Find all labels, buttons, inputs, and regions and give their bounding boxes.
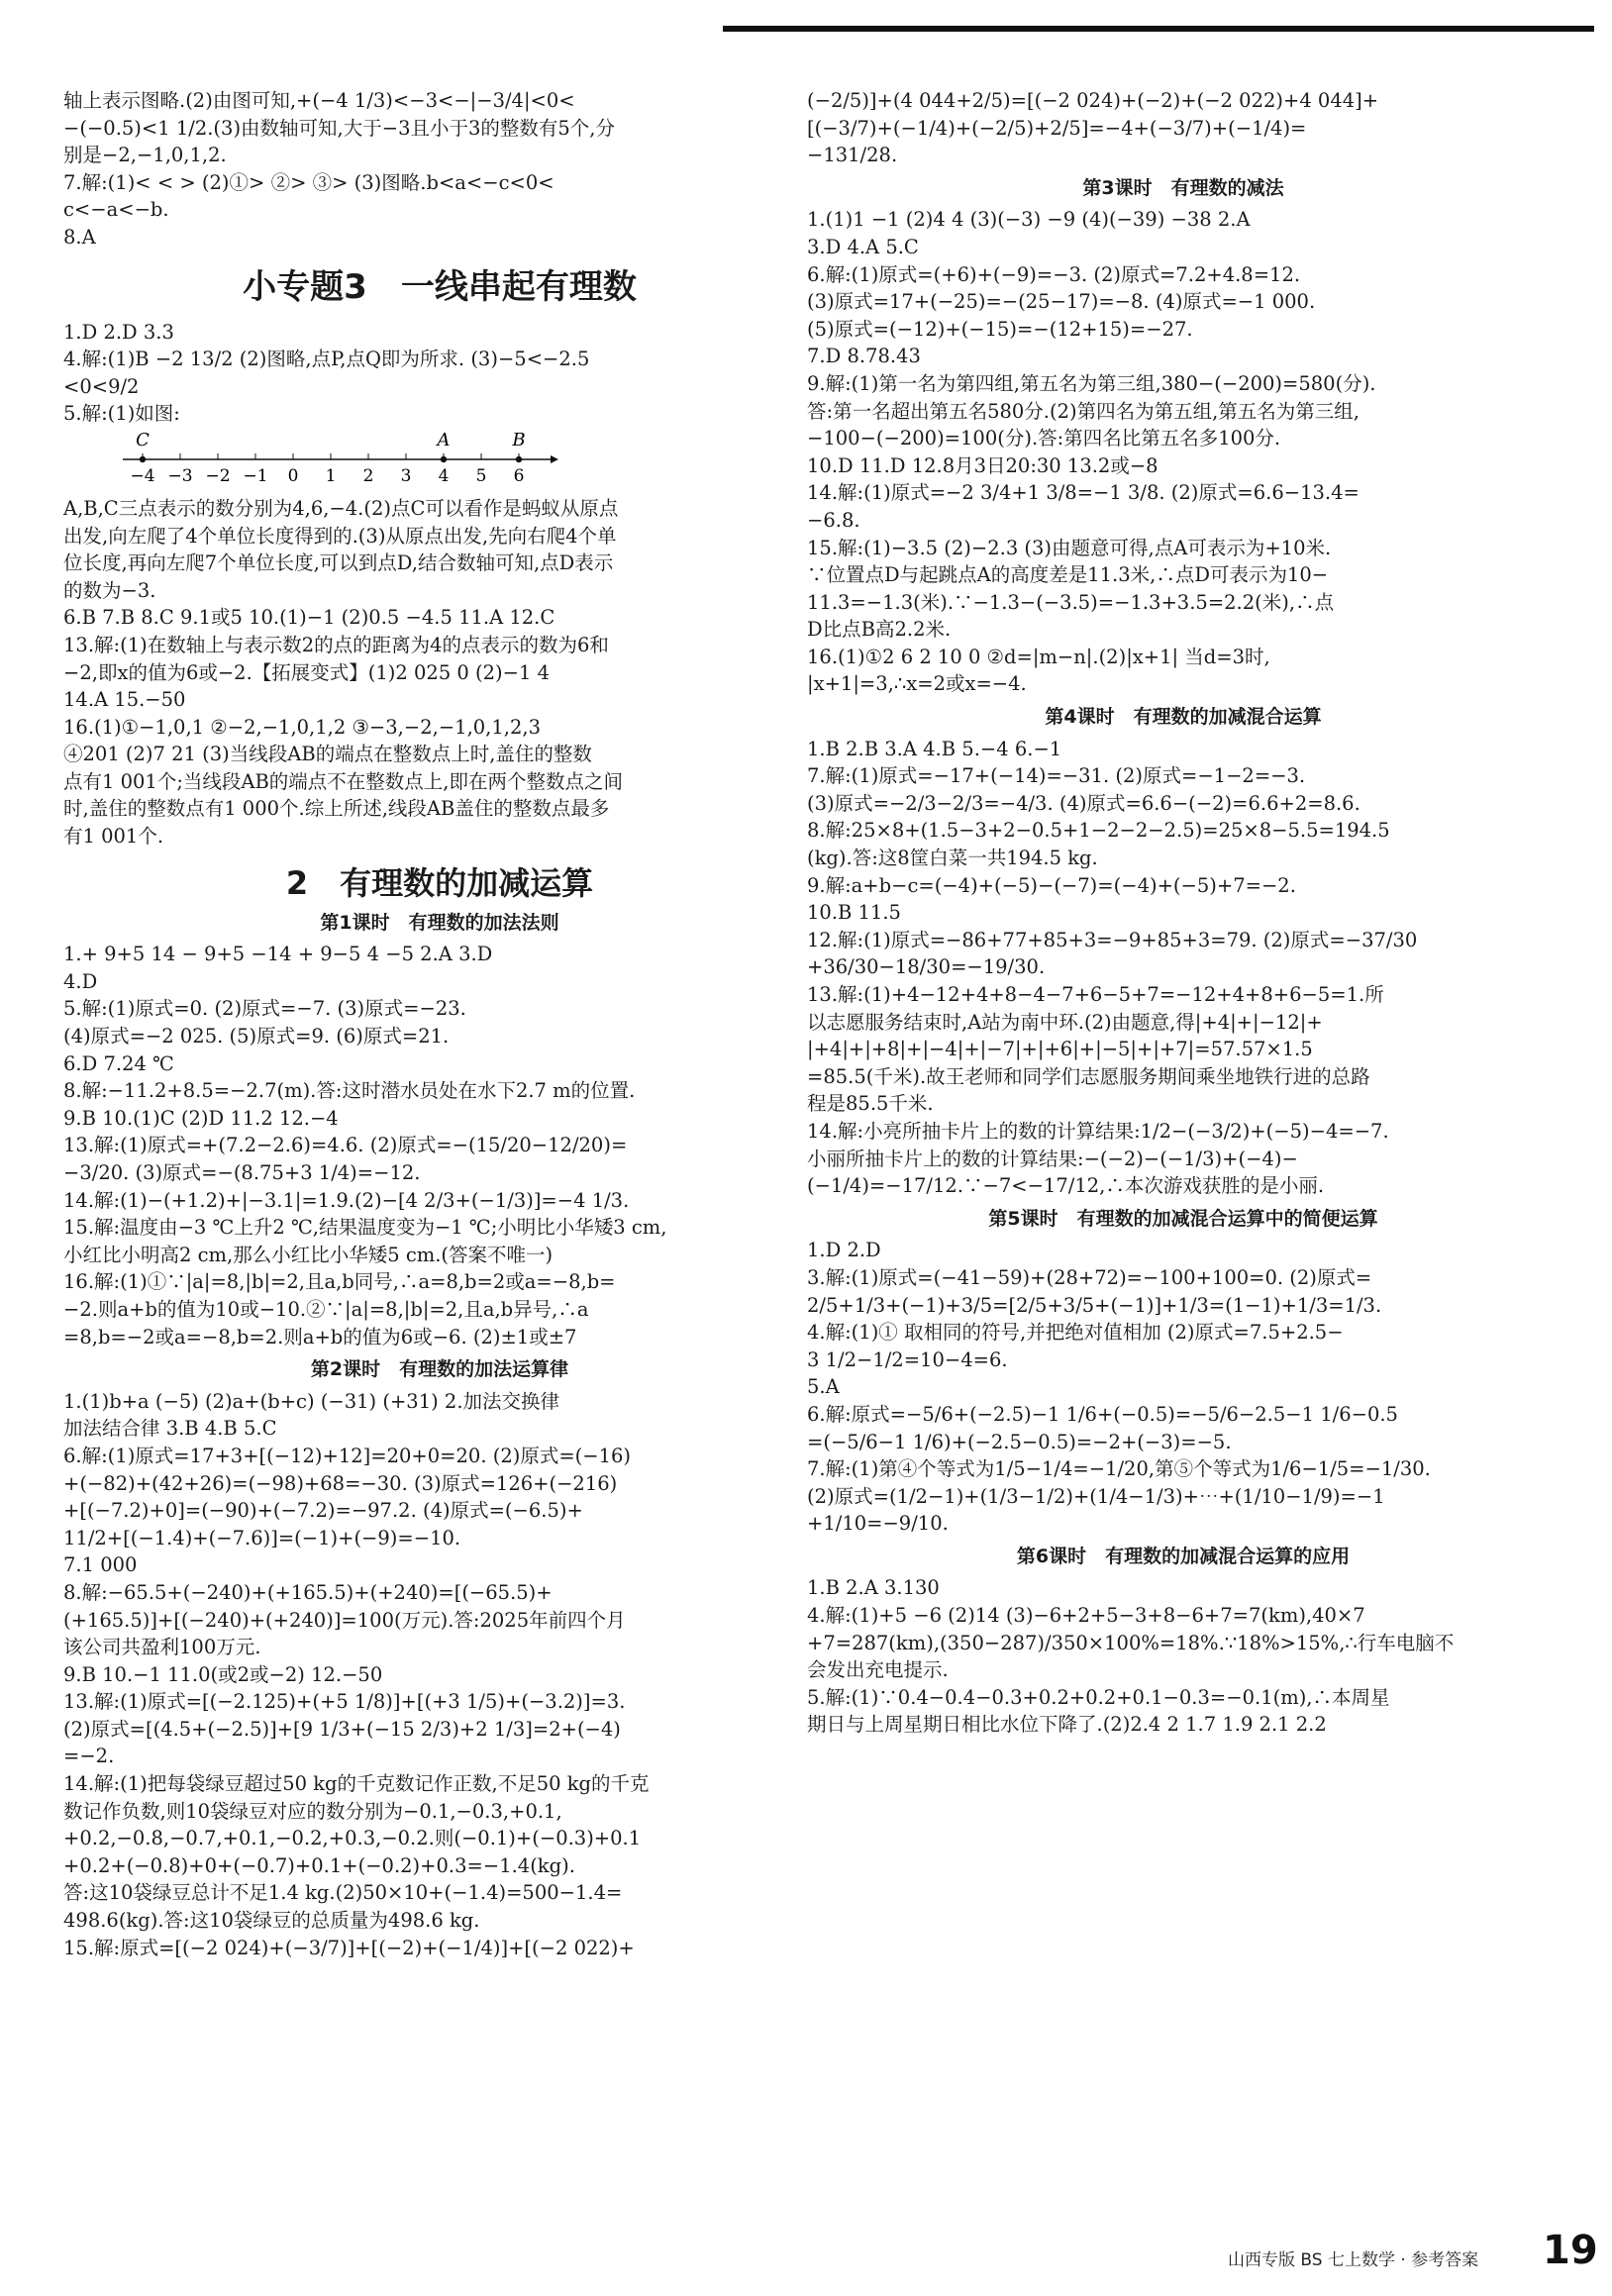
text-line: 1.B 2.A 3.130 [807,1576,940,1600]
text-line: 6.解:(1)原式=(+6)+(−9)=−3. (2)原式=7.2+4.8=12. [807,262,1301,286]
text-line: +36/30−18/30=−19/30. [807,955,1046,979]
text-line: 以志愿服务结束时,A站为南中环.(2)由题意,得|+4|+|−12|+ [807,1010,1323,1034]
tick-label: 6 [513,465,525,486]
lesson-title: 第3课时 有理数的减法 [1082,176,1284,199]
text-line: 498.6(kg).答:这10袋绿豆的总质量为498.6 kg. [63,1909,480,1933]
text-line: 16.解:(1)①∵|a|=8,|b|=2,且a,b同号,∴a=8,b=2或a=−8,b= [63,1270,616,1294]
text-line: +[(−7.2)+0]=(−90)+(−7.2)=−97.2. (4)原式=(−6.5)+ [63,1499,583,1523]
text-line: 7.1 000 [63,1553,138,1577]
text-line: =−2. [63,1745,115,1768]
text-line: 4.解:(1)① 取相同的符号,并把绝对值相加 (2)原式=7.5+2.5− [807,1321,1344,1345]
text-line: 9.B 10.(1)C (2)D 11.2 12.−4 [63,1106,339,1130]
text-line: 9.解:a+b−c=(−4)+(−5)−(−7)=(−4)+(−5)+7=−2. [807,873,1296,897]
text-line: 5.解:(1)如图: [63,402,180,426]
text-line: 8.解:25×8+(1.5−3+2−0.5+1−2−2−2.5)=25×8−5.5=194.5 [807,819,1390,843]
tick-label: −3 [167,465,193,486]
text-line: 15.解:温度由−3 ℃上升2 ℃,结果温度变为−1 ℃;小明比小华矮3 cm, [63,1216,667,1240]
text-line: 8.解:−65.5+(−240)+(+165.5)+(+240)=[(−65.5)+ [63,1580,553,1604]
chapter-title: 2 有理数的加减运算 [285,863,594,902]
text-line: 14.解:小亮所抽卡片上的数的计算结果:1/2−(−3/2)+(−5)−4=−7. [807,1119,1389,1143]
text-line: 15.解:(1)−3.5 (2)−2.3 (3)由题意可得,点A可表示为+10米. [807,536,1332,559]
text-line: =85.5(千米).故王老师和同学们志愿服务期间乘坐地铁行进的总路 [807,1064,1370,1088]
point-c-dot [140,456,146,462]
text-line: 加法结合律 3.B 4.B 5.C [63,1417,277,1441]
text-line: 时,盖住的整数点有1 000个.综上所述,线段AB盖住的整数点最多 [63,797,610,821]
lesson-title: 第2课时 有理数的加法运算律 [310,1358,569,1381]
text-line: =8,b=−2或a=−8,b=2.则a+b的值为6或−6. (2)±1或±7 [63,1325,577,1348]
text-line: 点有1 001个;当线段AB的端点不在整数点上,即在两个整数点之间 [63,769,624,793]
text-line: −100−(−200)=100(分).答:第四名比第五名多100分. [807,427,1281,450]
text-line: 8.A [63,225,96,249]
text-line: (−1/4)=−17/12.∵−7<−17/12,∴本次游戏获胜的是小丽. [807,1174,1325,1198]
text-line: +0.2+(−0.8)+0+(−0.7)+0.1+(−0.2)+0.3=−1.4(kg). [63,1853,575,1877]
text-line: −2,即x的值为6或−2.【拓展变式】(1)2 025 0 (2)−1 4 [63,660,551,684]
point-c-label: C [136,429,150,450]
tick-label: −1 [243,465,268,486]
text-line: 4.D [63,969,98,993]
text-line: 6.解:(1)原式=17+3+[(−12)+12]=20+0=20. (2)原式=(−16) [63,1444,632,1467]
text-line: 14.解:(1)把每袋绿豆超过50 kg的千克数记作正数,不足50 kg的千克 [63,1772,650,1796]
text-line: +7=287(km),(350−287)/350×100%=18%.∵18%>15%,∴行车电脑不 [807,1631,1455,1654]
left-column [63,87,816,1961]
text-line: 13.解:(1)原式=[(−2.125)+(+5 1/8)]+[(+3 1/5)+(−3.2)]=3. [63,1690,626,1714]
text-line: 16.(1)①−1,0,1 ②−2,−1,0,1,2 ③−3,−2,−1,0,1,2,3 [63,715,541,739]
text-line: −6.8. [807,508,860,532]
text-line: 13.解:(1)原式=+(7.2−2.6)=4.6. (2)原式=−(15/20−12/20)= [63,1134,628,1157]
text-line: 16.(1)①2 6 2 10 0 ②d=|m−n|.(2)|x+1| 当d=3时, [807,645,1270,668]
text-line: 答:这10袋绿豆总计不足1.4 kg.(2)50×10+(−1.4)=500−1.4= [63,1881,623,1905]
text-line: 6.D 7.24 ℃ [63,1051,174,1075]
lesson-title: 第5课时 有理数的加减混合运算中的简便运算 [988,1207,1378,1230]
text-line: A,B,C三点表示的数分别为4,6,−4.(2)点C可以看作是蚂蚁从原点 [63,496,619,520]
text-line: 1.(1)b+a (−5) (2)a+(b+c) (−31) (+31) 2.加法交换律 [63,1389,560,1413]
text-line: 14.A 15.−50 [63,688,186,712]
text-line: 5.解:(1)∵0.4−0.4−0.3+0.2+0.2+0.1−0.3=−0.1(m),∴本周星 [807,1685,1390,1709]
text-line: 1.D 2.D [807,1239,881,1262]
point-b-dot [516,456,522,462]
text-line: 13.解:(1)+4−12+4+8−4−7+6−5+7=−12+4+8+6−5=1.所 [807,983,1384,1006]
text-line: 7.解:(1)第④个等式为1/5−1/4=−1/20,第⑤个等式为1/6−1/5=−1/30. [807,1457,1431,1481]
text-line: 2/5+1/3+(−1)+3/5=[2/5+3/5+(−1)]+1/3=(1−1)+1/3=1/3. [807,1293,1382,1317]
text-line: D比点B高2.2米. [807,618,952,642]
text-line: (5)原式=(−12)+(−15)=−(12+15)=−27. [807,317,1193,341]
text-line: 4.解:(1)B −2 13/2 (2)图略,点P,点Q即为所求. (3)−5<−2.5 [63,348,590,371]
point-a-label: A [437,429,451,450]
text-line: +0.2,−0.8,−0.7,+0.1,−0.2,+0.3,−0.2.则(−0.1)+(−0.3)+0.1 [63,1827,642,1850]
text-line: 7.解:(1)< < > (2)①> ②> ③> (3)图略.b<a<−c<0< [63,170,554,194]
text-line: 1.(1)1 −1 (2)4 4 (3)(−3) −9 (4)(−39) −38 2.A [807,208,1251,232]
text-line: −2.则a+b的值为10或−10.②∵|a|=8,|b|=2,且a,b异号,∴a [63,1297,589,1321]
point-b-label: B [512,429,526,450]
text-line: 1.+ 9+5 14 − 9+5 −14 + 9−5 4 −5 2.A 3.D [63,943,493,966]
text-line: 11/2+[(−1.4)+(−7.6)]=(−1)+(−9)=−10. [63,1526,461,1549]
text-line: |+4|+|+8|+|−4|+|−7|+|+6|+|−5|+|+7|=57.57×1.5 [807,1038,1313,1061]
text-line: 8.解:−11.2+8.5=−2.7(m).答:这时潜水员处在水下2.7 m的位置. [63,1079,636,1103]
text-line: (+165.5)]+[(−240)+(+240)]=100(万元).答:2025年前四个月 [63,1608,626,1632]
text-line: 13.解:(1)在数轴上与表示数2的点的距离为4的点表示的数为6和 [63,633,609,656]
text-line: 3.解:(1)原式=(−41−59)+(28+72)=−100+100=0. (2)原式= [807,1265,1372,1289]
text-line: 有1 001个. [63,825,164,849]
text-line: 6.解:原式=−5/6+(−2.5)−1 1/6+(−0.5)=−5/6−2.5−1 1/6−0.5 [807,1402,1398,1426]
lesson-title: 第1课时 有理数的加法法则 [320,911,559,934]
text-line: 会发出充电提示. [807,1658,949,1682]
text-line: 1.B 2.B 3.A 4.B 5.−4 6.−1 [807,737,1062,760]
number-line-figure [123,430,558,491]
special-topic-title: 小专题3 一线串起有理数 [243,266,637,307]
text-line: 程是85.5千米. [807,1092,934,1116]
footer-label: 山西专版 BS 七上数学 · 参考答案 [1228,2250,1479,2270]
text-line: 7.D 8.78.43 [807,345,921,368]
point-a-dot [441,456,447,462]
text-line: 5.解:(1)原式=0. (2)原式=−7. (3)原式=−23. [63,997,466,1021]
text-line: 位长度,再向左爬7个单位长度,可以到点D,结合数轴可知,点D表示 [63,551,614,575]
text-line: −131/28. [807,144,898,167]
text-line: (2)原式=(1/2−1)+(1/3−1/2)+(1/4−1/3)+⋯+(1/10−1/9)=−1 [807,1484,1385,1508]
text-line: 4.解:(1)+5 −6 (2)14 (3)−6+2+5−3+8−6+7=7(km),40×7 [807,1604,1365,1628]
tick-label: 5 [475,465,487,486]
text-line: −3/20. (3)原式=−(8.75+3 1/4)=−12. [63,1161,421,1184]
text-line: 3 1/2−1/2=10−4=6. [807,1348,1008,1371]
text-line: 5.A [807,1375,840,1399]
text-line: +(−82)+(42+26)=(−98)+68=−30. (3)原式=126+(−216) [63,1471,618,1495]
tick-label: 3 [400,465,412,486]
text-line: 出发,向左爬了4个单位长度得到的.(3)从原点出发,先向右爬4个单 [63,524,617,548]
text-line: (−2/5)]+(4 044+2/5)=[(−2 024)+(−2)+(−2 022)+4 044]+ [807,89,1379,112]
text-line: (3)原式=−2/3−2/3=−4/3. (4)原式=6.6−(−2)=6.6+2=8.6. [807,791,1360,815]
text-line: =(−5/6−1 1/6)+(−2.5−0.5)=−2+(−3)=−5. [807,1430,1232,1453]
tick-label: 1 [325,465,337,486]
text-line: <0<9/2 [63,374,140,398]
text-line: |x+1|=3,∴x=2或x=−4. [807,672,1027,696]
text-line: 1.D 2.D 3.3 [63,320,174,344]
text-line: 14.解:(1)−(+1.2)+|−3.1|=1.9.(2)−[4 2/3+(−1/3)]=−4 1/3. [63,1188,630,1212]
text-line: 6.B 7.B 8.C 9.1或5 10.(1)−1 (2)0.5 −4.5 11.A 12.C [63,606,555,630]
text-line: −(−0.5)<1 1/2.(3)由数轴可知,大于−3且小于3的整数有5个,分 [63,116,616,140]
text-line: 的数为−3. [63,578,156,602]
text-line: 10.D 11.D 12.8月3日20:30 13.2或−8 [807,453,1159,477]
text-line: 3.D 4.A 5.C [807,235,919,258]
tick-label: 0 [287,465,299,486]
text-line: 15.解:原式=[(−2 024)+(−3/7)]+[(−2)+(−1/4)]+[(−2 022)+ [63,1936,635,1959]
text-line: 答:第一名超出第五名580分.(2)第四名为第五组,第五名为第三组, [807,399,1360,423]
text-line: 14.解:(1)原式=−2 3/4+1 3/8=−1 3/8. (2)原式=6.6−13.4= [807,481,1360,505]
tick-label: 4 [438,465,450,486]
text-line: 9.B 10.−1 11.0(或2或−2) 12.−50 [63,1662,383,1686]
text-line: (2)原式=[(4.5+(−2.5)]+[9 1/3+(−15 2/3)+2 1/3]=2+(−4) [63,1717,621,1741]
tick-label: −4 [130,465,155,486]
text-line: +1/10=−9/10. [807,1512,949,1536]
text-line: (3)原式=17+(−25)=−(25−17)=−8. (4)原式=−1 000. [807,290,1316,314]
text-line: (kg).答:这8筐白菜一共194.5 kg. [807,847,1098,870]
text-line: c<−a<−b. [63,198,169,222]
right-column [807,87,1560,1739]
text-line: [(−3/7)+(−1/4)+(−2/5)+2/5]=−4+(−3/7)+(−1/4)= [807,116,1307,140]
text-line: 该公司共盈利100万元. [63,1636,261,1659]
text-line: 小丽所抽卡片上的数的计算结果:−(−2)−(−1/3)+(−4)− [807,1147,1298,1170]
text-line: 数记作负数,则10袋绿豆对应的数分别为−0.1,−0.3,+0.1, [63,1799,562,1823]
lesson-title: 第6课时 有理数的加减混合运算的应用 [1016,1545,1351,1567]
text-line: ∵位置点D与起跳点A的高度差是11.3米,∴点D可表示为10− [807,563,1329,587]
text-line: (4)原式=−2 025. (5)原式=9. (6)原式=21. [63,1025,450,1048]
text-line: 10.B 11.5 [807,901,901,925]
tick-label: 2 [362,465,374,486]
text-line: 小红比小明高2 cm,那么小红比小华矮5 cm.(答案不唯一) [63,1243,554,1266]
text-line: 期日与上周星期日相比水位下降了.(2)2.4 2 1.7 1.9 2.1 2.2 [807,1713,1327,1737]
text-line: 11.3=−1.3(米).∵−1.3−(−3.5)=−1.3+3.5=2.2(米),∴点 [807,590,1335,614]
text-line: 别是−2,−1,0,1,2. [63,144,227,167]
tick-label: −2 [205,465,231,486]
lesson-title: 第4课时 有理数的加减混合运算 [1045,706,1322,729]
text-line: 9.解:(1)第一名为第四组,第五名为第三组,380−(−200)=580(分). [807,371,1376,395]
top-rule [723,26,1594,32]
text-line: 12.解:(1)原式=−86+77+85+3=−9+85+3=79. (2)原式=−37/30 [807,928,1418,951]
page-number: 19 [1543,2228,1598,2273]
text-line: ④201 (2)7 21 (3)当线段AB的端点在整数点上时,盖住的整数 [63,743,592,766]
number-line-ticks [143,453,519,459]
text-line: 轴上表示图略.(2)由图可知,+(−4 1/3)<−3<−|−3/4|<0< [63,89,575,112]
text-line: 7.解:(1)原式=−17+(−14)=−31. (2)原式=−1−2=−3. [807,764,1306,788]
